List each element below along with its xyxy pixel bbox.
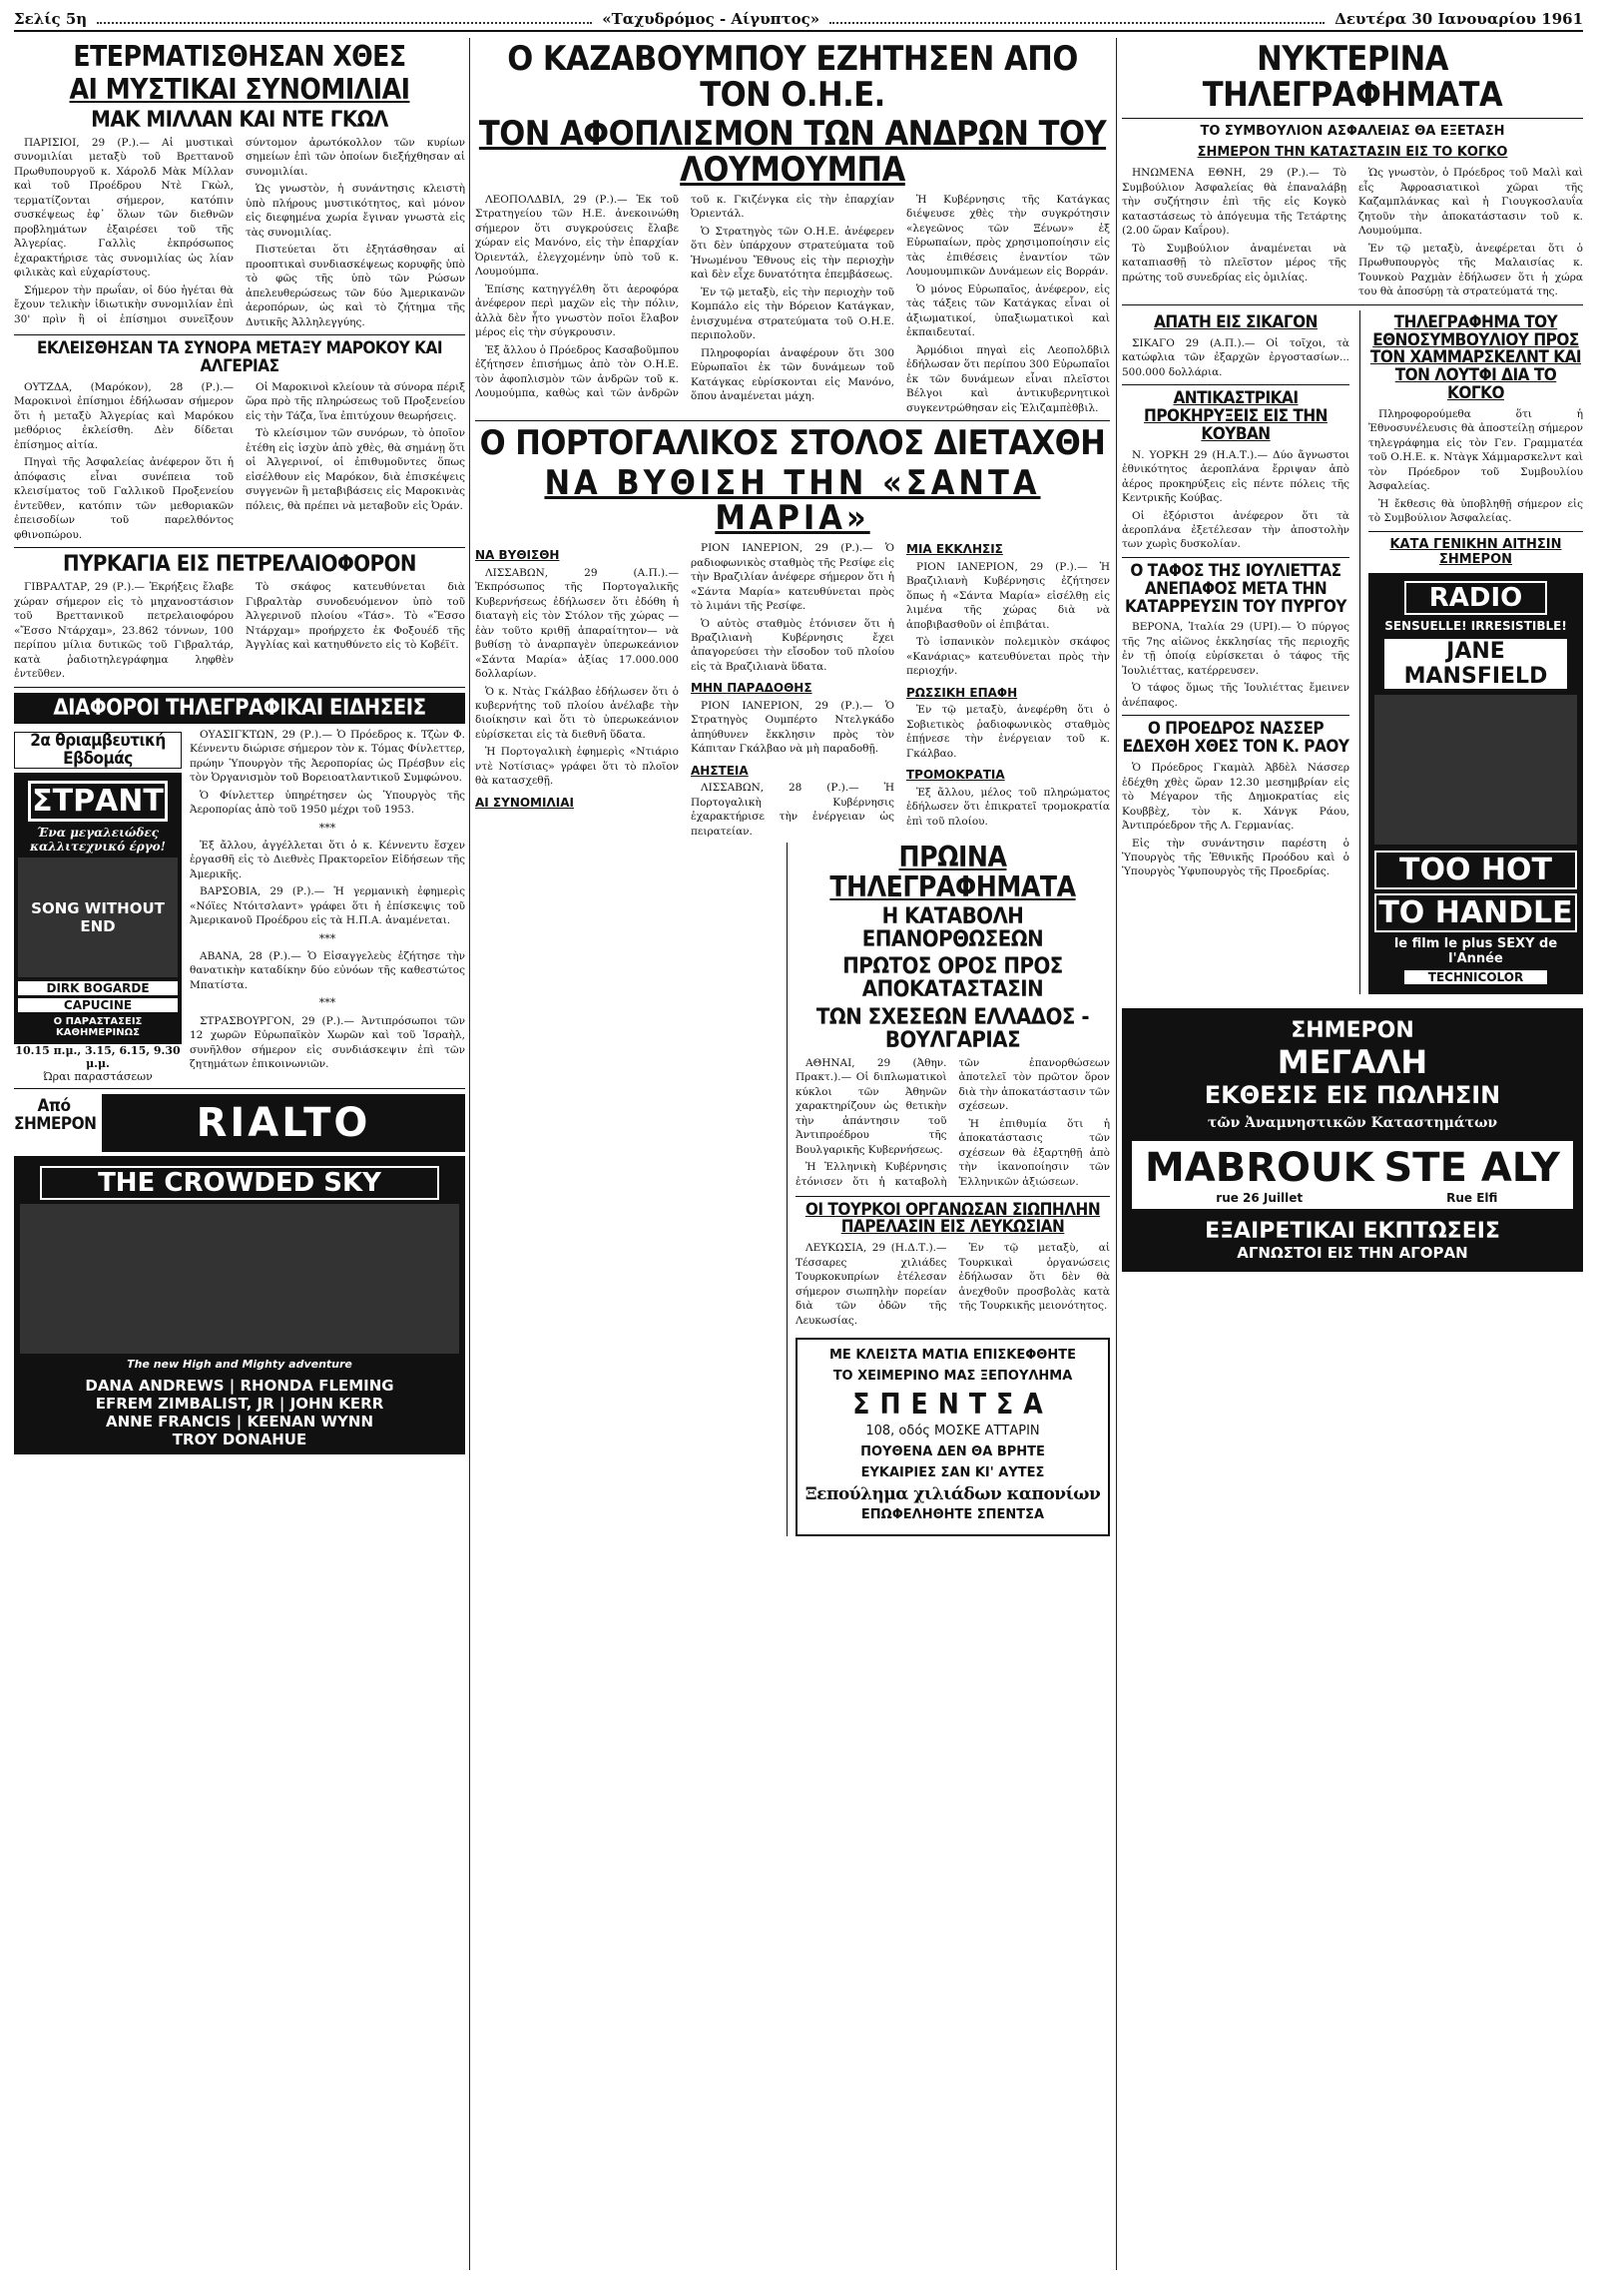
column-left: ΕΤΕΡΜΑΤΙΣΘΗΣΑΝ ΧΘΕΣ ΑΙ ΜΥΣΤΙΚΑΙ ΣΥΝΟΜΙΛΙΑΙ ΜΑΚ ΜΙΛΛΑΝ ΚΑΙ ΝΤΕ ΓΚΩΛ ΠΑΡΙΣΙΟΙ, 29 (Ρ.).— Αἱ μυστικαὶ συνομιλίαι μεταξὺ τοῦ Βρεττανοῦ Πρωθυπουργοῦ κ. Χάρολδ Μὰκ Μίλλαν καὶ τοῦ Προέδρου Ντὲ Γκὼλ, τερματίζονται σήμερον, κατόπιν συσκέψεως ἐφ᾿ ὅλων τῶν διεθνῶν προβλημάτων ἐξαιρέσει τοῦ τῆς Ἀλγερίας. Γαλλὶς ἐκπρόσωπος ἐχαρακτήρισε τὰς συνομιλίας ὡς λίαν φιλικὰς καὶ εὐχαρίστους. Σήμερον τὴν πρωΐαν, οἱ δύο ἡγέται θὰ ἔχουν τελικὴν ἰδιωτικὴν συνομιλίαν ἐπὶ 30' πρὶν ἢ οἱ ἐπίσημοι συνεῖξουν σύντομον ἀρωτόκολλον τῶν κυρίων σημείων ἐπὶ τῶν ὁποίων διεξήχθησαν αἱ συνομιλίαι. Ὡς γνωστὸν, ἡ συνάντησις κλειστὴ ὑπὸ πλήρους μυστικότητος, καὶ μόνον εἰς διεφημένα χωρία ἔγιναν γνωστὰ εἰς τὰς συνομιλίας. Πιστεύεται ὅτι ἐξητάσθησαν αἱ προοπτικαὶ συνδιασκέψεως κορυφῆς ὑπὸ τὸ φῶς τῆς ὑπὸ τῶν Ρώσων ἀπελευθερώσεως τῶν δύο Ἀμερικανῶν ἀεροπόρων, ὡς καὶ τὸ ζήτημα τῆς Δυτικῆς Ἀλληλεγγύης. ΕΚΛΕΙΣΘΗΣΑΝ ΤΑ ΣΥΝΟΡΑ ΜΕΤΑΞΥ ΜΑΡΟΚΟΥ ΚΑΙ ΑΛΓΕΡΙΑΣ ΟΥΤΖΔΑ, (Μαρόκον), 28 (Ρ.).— Μαροκινοὶ ἐπίσημοι ἐδήλωσαν σήμερον ὅτι ἡ μεταξὺ Ἀλγερίας καὶ Μαρόκου μεθόριος ἐκλείσθη. Δὲν δίδεται ἐπίσημος αἰτία. Πηγαὶ τῆς Ἀσφαλείας ἀνέφερον ὅτι ἡ ἀπόφασις εἶναι συνέπεια τοῦ κλεισίματος τοῦ Γαλλικοῦ Προξενείου ἐντεῦθεν, κατόπιν τῶν μεθοριακῶν ἐπεισοδίων τοῦ παρελθόντος φθινοπώρου. Οἱ Μαροκινοὶ κλείουν τὰ σύνορα πέριξ ὥρα πρὸ τῆς πληρώσεως τοῦ Προξενείου εἰς τὴν Τάζα, ἵνα ἐπιτύχουν θεωρήσεις. Τὸ κλείσιμον τῶν συνόρων, τὸ ὁποῖον ἐτέθη εἰς ἰσχὺν ἀπὸ χθὲς, θὰ σημάνῃ ὅτι οἱ Ἀλγερινοί, οἱ ἐπιθυμοῦντες ὅπως εἰσέλθουν εἰς Μαρόκον, διὰ ἐπισκέψεις συγγενῶν ἢ μεταβιβάσεις εἰς Μαροκινὰς πόλεις, θὰ πρέπει νὰ μεταβοῦν εἰς Ὀράν. ΠΥΡΚΑΓΙΑ ΕΙΣ ΠΕΤΡΕΛΑΙΟΦΟΡΟΝ ΓΙΒΡΑΛΤΑΡ, 29 (Ρ.).— Ἐκρήξεις ἔλαβε χώραν σήμερον εἰς τὸ μηχανοστάσιον τοῦ Βρεττανικοῦ πετρελαιοφόρου «Ἔσσο Ντάρχαμ», 23.862 τόννων, 100 περίπου μίλια δυτικῶς τοῦ Γιβραλτάρ, κατὰ ῥαδιοτηλεγράφημα ληφθὲν ἐντεῦθεν. Τὸ σκάφος κατευθύνεται διὰ Γιβραλτὰρ συνοδευόμενον ὑπὸ τοῦ Ἀλγερινοῦ πλοίου «Τάσ». Τὸ «Ἔσσο Ντάρχαμ» προήρχετο ἐκ Φοξουέδ τῆς Ἀγγλίας καὶ κατηυθύνετο εἰς τὸ Κοβέϊτ. ΔΙΑΦΟΡΟΙ ΤΗΛΕΓΡΑΦΙΚΑΙ ΕΙΔΗΣΕΙΣ 2α θριαμβευτική Εβδομάς ΣΤΡΑΝΤ Ένα μεγαλειώδες καλλιτεχνικό έργο! SONG WITHOUT END DIRK BOGARDE CAPUCINE Ο ΠΑΡΑΣΤΑΣΕΙΣ ΚΑΘΗΜΕΡΙΝΩΣ 10.15 π.μ., 3.15, 6.15, 9.30 μ.μ. Ώραι παραστάσεων ΟΥΑΣΙΓΚΤΩΝ, 29 (Ρ.).— Ὁ Πρόεδρος κ. Τζὼν Φ. Κέννεντυ διώρισε σήμερον τὸν κ. Τόμας Φίνλεττερ, πρώην Ὑπουργὸν τῆς Ἀεροπορίας ὡς Πρέσβυν εἰς τὸν Ὀργανισμὸν τοῦ Βορειοατλαντικοῦ Συμφώνου. Ὁ Φίνλεττερ ὑπηρέτησεν ὡς Ὑπουργὸς τῆς Ἀεροπορίας ἀπὸ τοῦ 1950 μέχρι τοῦ 1953. *** Ἐξ ἄλλου, ἀγγέλλεται ὅτι ὁ κ. Κέννεντυ ἔσχεν ἐργασθῆ εἰς τὸ Διεθνὲς Πρακτορεῖον Εἰδήσεων τῆς Ἀμερικῆς. ΒΑΡΣΟΒΙΑ, 29 (Ρ.).— Ἡ γερμανικὴ ἐφημερὶς «Νόϊες Ντόιτσλαντ» γράφει ὅτι ἡ ἐπίσκεψις τοῦ Ἀμερικανοῦ Προέδρου εἰς τὰ Η.Π.Α. ἀναμένεται. *** ΑΒΑΝΑ, 28 (Ρ.).— Ὁ Εἰσαγγελεὺς ἐζήτησε τὴν θανατικὴν καταδίκην δύο εὐνόων τῆς καθεστώτος Μπατίστα. *** ΣΤΡΑΣΒΟΥΡΓΟΝ, 29 (Ρ.).— Ἀντιπρόσωποι τῶν 12 χωρῶν Εὐρωπαϊκὸν Χωρῶν καὶ τοῦ Ἰσραὴλ, συνῆλθον σήμερον εἰς συνδιάσκεψιν ἐπὶ τῶν ζητημάτων ἐπικοινωνιῶν. Από ΣΗΜΕΡΟΝ RIALTO THE CROWDED SKY The new High and Mighty adventure DANA ANDREWS | RHONDA FLEMING EFREM ZIMBALIST, JR | JOHN KERR ANNE FRANCIS | KEENAN WYNN TROY DONAHUE	[14, 38, 465, 1454]
page-number: Σελίς 5η	[14, 10, 88, 28]
column-right: ΝΥΚΤΕΡΙΝΑ ΤΗΛΕΓΡΑΦΗΜΑΤΑ ΤΟ ΣΥΜΒΟΥΛΙΟΝ ΑΣΦΑΛΕΙΑΣ ΘΑ ΕΞΕΤΑΣΗ ΣΗΜΕΡΟΝ ΤΗΝ ΚΑΤΑΣΤΑΣΙΝ ΕΙΣ ΤΟ ΚΟΓΚΟ ΗΝΩΜΕΝΑ ΕΘΝΗ, 29 (Ρ.).— Τὸ Συμβούλιον Ἀσφαλείας θὰ ἐπαναλάβῃ τὴν συζήτησιν ἐπὶ τῆς εἰς Κογκὸ καταστάσεως τὸ ἀπόγευμα τῆς Τετάρτης (2.00 ὥραν Καΐρου). Τὸ Συμβούλιον ἀναμένεται νὰ καταπιασθῇ τὸ πλεῖστον μέρος τῆς πρώτης τοῦ συνεδρίας εἰς ὁμιλίας. Ὡς γνωστὸν, ὁ Πρόεδρος τοῦ Μαλὶ καὶ εἷς Ἀφροασιατικοὶ χῶραι τῆς Καζαμπλάνκας καὶ ἡ Γιουγκοσλαυΐα ζητοῦν τὴν ἀποκατάστασιν τοῦ κ. Λουμούμπα. Ἐν τῷ μεταξὺ, ἀνεφέρεται ὅτι ὁ Πρωθυπουργὸς τῆς Μαλαισίας κ. Τουνκοὺ Ραχμὰν ἐδήλωσεν ὅτι ἡ χώρα του θὰ ἀποσύρῃ τὰ στρατεύματά της. ΑΠΑΤΗ ΕΙΣ ΣΙΚΑΓΟΝ ΣΙΚΑΓΟ 29 (Α.Π.).— Οἱ τοῖχοι, τὰ κατώφλια τῶν ἐξαρχῶν ἐργοστασίων... 500.000 δολλάρια. ΑΝΤΙΚΑΣΤΡΙΚΑΙ ΠΡΟΚΗΡΥΞΕΙΣ ΕΙΣ ΤΗΝ ΚΟΥΒΑΝ Ν. ΥΟΡΚΗ 29 (Η.Α.Τ.).— Δύο ἄγνωστοι ἐθνικότητος ἀεροπλάνα ἔρριψαν ἀπὸ ἀέρος προκηρύξεις εἰς πέντε πόλεις τῆς Κεντρικῆς Κούβας. Οἱ ἐξόριστοι ἀνέφερον ὅτι τὰ ἀεροπλάνα ἐξετέλεσαν τὴν ἀποστολὴν των χωρὶς δυσκολίαν. Ο ΤΑΦΟΣ ΤΗΣ ΙΟΥΛΙΕΤΤΑΣ ΑΝΕΠΑΦΟΣ ΜΕΤΑ ΤΗΝ ΚΑΤΑΡΡΕΥΣΙΝ ΤΟΥ ΠΥΡΓΟΥ ΒΕΡΟΝΑ, Ἰταλία 29 (UPI).— Ὁ πύργος τῆς 7ης αἰῶνος ἐκκλησίας τῆς περιοχῆς ἐν τῇ ὁποίᾳ εὑρίσκεται ὁ τάφος τῆς Ἰουλιέττας, κατέρρευσεν. Ὁ τάφος ὅμως τῆς Ἰουλιέττας ἔμεινεν ἀνέπαφος. Ο ΠΡΟΕΔΡΟΣ ΝΑΣΣΕΡ ΕΔΕΧΘΗ ΧΘΕΣ ΤΟΝ Κ. ΡΑΟΥ Ὁ Πρόεδρος Γκαμὰλ Ἀβδὲλ Νάσσερ ἐδέχθη χθὲς ὥραν 12.30 μεσημβρίαν εἰς τὸ Μέγαρον τῆς Δημοκρατίας εἰς Κουββὲχ, τὸν κ. Χάνγκ Ράου, Ἀντιπρόεδρον τῆς Λ. Γερμανίας. Εἰς τὴν συνάντησιν παρέστη ὁ Ὑπουργὸς τῆς Ἐθνικῆς Προόδου καὶ ὁ Ὑπουργὸς Ὑφυπουργὸς τῆς Προεδρίας. ΤΗΛΕΓΡΑΦΗΜΑ ΤΟΥ ΕΘΝΟΣΥΜΒΟΥΛΙΟΥ ΠΡΟΣ ΤΟΝ ΧΑΜΜΑΡΣΚΕΛΝΤ ΚΑΙ ΤΟΝ ΛΟΥΤΦΙ ΔΙΑ ΤΟ ΚΟΓΚΟ Πληροφορούμεθα ὅτι ἡ Ἐθνοσυνέλευσις θὰ ἀποστείλῃ σήμερον τηλεγράφημα εἰς τὸν Γεν. Γραμματέα τοῦ Ο.Η.Ε. κ. Ντὰγκ Χάμμαρσκελντ καὶ τὸν Πρόεδρον τοῦ Συμβουλίου Ἀσφαλείας. Ἡ ἔκθεσις θὰ ὑποβληθῇ σήμερον εἰς τὸ Συμβούλιον Ἀσφαλείας. ΚΑΤΑ ΓΕΝΙΚΗΝ ΑΙΤΗΣΙΝ ΣΗΜΕΡΟΝ RADIO SENSUELLE! IRRESISTIBLE! JANE MANSFIELD TOO HOT TO HANDLE le film le plus SEXY de l'Année TECHNICOLOR ΣΗΜΕΡΟΝ ΜΕΓΑΛΗ ΕΚΘΕΣΙΣ ΕΙΣ ΠΩΛΗΣΙΝ τῶν Ἀναμνηστικῶν Καταστημάτων MABROUK rue 26 Juillet STE ALY Rue Elfi ΕΞΑΙΡΕΤΙΚΑΙ ΕΚΠΤΩΣΕΙΣ ΑΓΝΩΣΤΟΙ ΕΙΣ ΤΗΝ ΑΓΟΡΑΝ	[1122, 38, 1583, 1272]
article-various: ΟΥΑΣΙΓΚΤΩΝ, 29 (Ρ.).— Ὁ Πρόεδρος κ. Τζὼν Φ. Κέννεντυ διώρισε σήμερον τὸν κ. Τόμας Φίνλεττερ, πρώην Ὑπουργὸν τῆς Ἀεροπορίας ὡς Πρέσβυν εἰς τὸν Ὀργανισμὸν τοῦ Βορειοατλαντικοῦ Συμφώνου. Ὁ Φίνλεττερ ὑπηρέτησεν ὡς Ὑπουργὸς τῆς Ἀεροπορίας ἀπὸ τοῦ 1950 μέχρι τοῦ 1953. *** Ἐξ ἄλλου, ἀγγέλλεται ὅτι ὁ κ. Κέννεντυ ἔσχεν ἐργασθῆ εἰς τὸ Διεθνὲς Πρακτορεῖον Εἰδήσεων τῆς Ἀμερικῆς. ΒΑΡΣΟΒΙΑ, 29 (Ρ.).— Ἡ γερμανικὴ ἐφημερὶς «Νόϊες Ντόιτσλαντ» γράφει ὅτι ἡ ἐπίσκεψις τοῦ Ἀμερικανοῦ Προέδρου εἰς τὰ Η.Π.Α. ἀναμένεται. *** ΑΒΑΝΑ, 28 (Ρ.).— Ὁ Εἰσαγγελεὺς ἐζήτησε τὴν θανατικὴν καταδίκην δύο εὐνόων τῆς καθεστώτος Μπατίστα. *** ΣΤΡΑΣΒΟΥΡΓΟΝ, 29 (Ρ.).— Ἀντιπρόσωποι τῶν 12 χωρῶν Εὐρωπαϊκὸν Χωρῶν καὶ τοῦ Ἰσραὴλ, συνῆλθον σήμερον εἰς συνδιάσκεψιν ἐπὶ τῶν ζητημάτων ἐπικοινωνιῶν.	[190, 728, 465, 1070]
headline-talks-2: ΑΙ ΜΥΣΤΙΚΑΙ ΣΥΝΟΜΙΛΙΑΙ	[69, 73, 410, 107]
headline-kasavubu-1: Ο ΚΑΖΑΒΟΥΜΠΟΥ ΕΖΗΤΗΣΕΝ ΑΠΟ ΤΟΝ Ο.Η.Ε.	[507, 39, 1078, 115]
headline-tanker-fire: ΠΥΡΚΑΓΙΑ ΕΙΣ ΠΕΤΡΕΛΑΙΟΦΟΡΟΝ	[63, 552, 416, 578]
headline-cuba: ΑΝΤΙΚΑΣΤΡΙΚΑΙ ΠΡΟΚΗΡΥΞΕΙΣ ΕΙΣ ΤΗΝ ΚΟΥΒΑΝ	[1144, 388, 1328, 444]
radio-cinema-name: RADIO	[1404, 581, 1547, 615]
headline-talks-3: ΜΑΚ ΜΙΛΛΑΝ ΚΑΙ ΝΤΕ ΓΚΩΛ	[91, 107, 388, 133]
article-tanker-fire: ΓΙΒΡΑΛΤΑΡ, 29 (Ρ.).— Ἐκρήξεις ἔλαβε χώραν σήμερον εἰς τὸ μηχανοστάσιον τοῦ Βρεττανικοῦ πετρελαιοφόρου «Ἔσσο Ντάρχαμ», 23.862 τόννων, 100 περίπου μίλια δυτικῶς τοῦ Γιβραλτάρ, κατὰ ῥαδιοτηλεγράφημα ληφθὲν ἐντεῦθεν. Τὸ σκάφος κατευθύνεται διὰ Γιβραλτὰρ συνοδευόμενον ὑπὸ τοῦ Ἀλγερινοῦ πλοίου «Τάσ». Τὸ «Ἔσσο Ντάρχαμ» προήρχετο ἐκ Φοξουέδ τῆς Ἀγγλίας καὶ κατηυθύνετο εἰς τὸ Κοβέϊτ.	[14, 581, 465, 681]
spentza-name: ΣΠΕΝΤΣΑ	[852, 1388, 1053, 1422]
stand-cinema-ad: ΣΤΡΑΝΤ Ένα μεγαλειώδες καλλιτεχνικό έργο! SONG WITHOUT END DIRK BOGARDE CAPUCINE Ο ΠΑΡΑΣΤΑΣΕΙΣ ΚΑΘΗΜΕΡΙΝΩΣ	[14, 773, 182, 1044]
headline-telegram: ΤΗΛΕΓΡΑΦΗΜΑ ΤΟΥ ΕΘΝΟΣΥΜΒΟΥΛΙΟΥ ΠΡΟΣ ΤΟΝ ΧΑΜΜΑΡΣΚΕΛΝΤ ΚΑΙ ΤΟΝ ΛΟΥΤΦΙ ΔΙΑ ΤΟ ΚΟΓΚΟ	[1369, 311, 1582, 404]
headline-borders: ΕΚΛΕΙΣΘΗΣΑΝ ΤΑ ΣΥΝΟΡΑ ΜΕΤΑΞΥ ΜΑΡΟΚΟΥ ΚΑΙ ΑΛΓΕΡΙΑΣ	[36, 338, 443, 377]
article-santa-maria: ΝΑ ΒΥΘΙΣΘΗ ΛΙΣΣΑΒΩΝ, 29 (Α.Π.).— Ἐκπρόσωπος τῆς Πορτογαλικῆς Κυβερνήσεως ἐδήλωσεν ὅτι ἐδόθη ἡ διαταγὴ εἰς τὸν Στόλον τῆς χώρας —ἐὰν τοῦτο κριθῇ ἀπαραίτητον— νὰ βυθίσῃ τὸ ἀναρπαγὲν ὑπερωκεάνιον «Σάντα Μαρία» ἀξίας 17.000.000 δολλαρίων. Ὁ κ. Ντὰς Γκάλβαο ἐδήλωσεν ὅτι ὁ κυβερνήτης τοῦ πλοίου ἀνέλαβε τὴν διοίκησιν καὶ ὅτι τὸ ὑπερωκεάνιον εὑρίσκεται εἰς τὰ διεθνῆ ὕδατα. Ἡ Πορτογαλικὴ ἐφημερὶς «Ντιάριο ντὲ Νοτίσιας» γράφει ὅτι τὸ πλοῖον θὰ κατασχεθῇ. ΑΙ ΣΥΝΟΜΙΛΙΑΙ ΡΙΟΝ ΙΑΝΕΡΙΟΝ, 29 (Ρ.).— Ὁ ραδιοφωνικὸς σταθμὸς τῆς Ρεσίφε εἰς τὴν Βραζιλίαν ἀνέφερε σήμερον ὅτι ἡ «Σάντα Μαρία» κατευθύνεται πρὸς τὸ λιμάνι τῆς Ρεσίφε. Ὁ αὐτὸς σταθμὸς ἐτόνισεν ὅτι ἡ Βραζιλιανὴ Κυβέρνησις ἔχει ἀπαγορεύσει τὴν εἴσοδον τοῦ πλοίου εἰς τὰ Βραζιλιανὰ ὕδατα. ΜΗΝ ΠΑΡΑΔΟΘΗΣ ΡΙΟΝ ΙΑΝΕΡΙΟΝ, 29 (Ρ.).— Ὁ Στρατηγὸς Ουμπέρτο Ντελγκάδο ἀπηύθυνεν ἔκκλησιν πρὸς τὸν Κάπιταν Γκάλβαο νὰ μὴ παραδοθῇ. ΑΗΣΤΕΙΑ ΛΙΣΣΑΒΩΝ, 28 (Ρ.).— Ἡ Πορτογαλικὴ Κυβέρνησις ἐχαρακτήρισε τὴν ἐνέργειαν ὡς πειρατείαν. ΜΙΑ ΕΚΚΛΗΣΙΣ ΡΙΟΝ ΙΑΝΕΡΙΟΝ, 29 (Ρ.).— Ἡ Βραζιλιανὴ Κυβέρνησις ἐζήτησεν ὅπως ἡ «Σάντα Μαρία» εἰσέλθῃ εἰς λιμένα τῆς χώρας διὰ νὰ ἀποβιβασθοῦν οἱ ἐπιβάται. Τὸ ἰσπανικὸν πολεμικὸν σκάφος «Κανάριας» κατευθύνεται πρὸς τὴν περιοχήν. ΡΩΣΣΙΚΗ ΕΠΑΦΗ Ἐν τῷ μεταξὺ, ἀνεφέρθη ὅτι ὁ Σοβιετικὸς ῥαδιοφωνικὸς σταθμὸς ἐπῄνεσε τὴν ἐνέργειαν τοῦ κ. Γκάλβαο. ΤΡΟΜΟΚΡΑΤΙΑ Ἐξ ἄλλου, μέλος τοῦ πληρώματος ἐδήλωσεν ὅτι ἐπικρατεῖ τρομοκρατία ἐπὶ τοῦ πλοίου.	[475, 542, 1110, 838]
film-still	[20, 1204, 459, 1354]
rialto-cinema-ad	[102, 1094, 465, 1152]
article-security-council: ΗΝΩΜΕΝΑ ΕΘΝΗ, 29 (Ρ.).— Τὸ Συμβούλιον Ἀσφαλείας θὰ ἐπαναλάβῃ τὴν συζήτησιν ἐπὶ τῆς εἰς Κογκὸ καταστάσεως τὸ ἀπόγευμα τῆς Τετάρτης (2.00 ὥραν Καΐρου). Τὸ Συμβούλιον ἀναμένεται νὰ καταπιασθῇ τὸ πλεῖστον μέρος τῆς πρώτης τοῦ συνεδρίας εἰς ὁμιλίας. Ὡς γνωστὸν, ὁ Πρόεδρος τοῦ Μαλὶ καὶ εἷς Ἀφροασιατικοὶ χῶραι τῆς Καζαμπλάνκας καὶ ἡ Γιουγκοσλαυΐα ζητοῦν τὴν ἀποκατάστασιν τοῦ κ. Λουμούμπα. Ἐν τῷ μεταξὺ, ἀνεφέρεται ὅτι ὁ Πρωθυπουργὸς τῆς Μαλαισίας κ. Τουνκοὺ Ραχμὰν ἐδήλωσεν ὅτι ἡ χώρα του θὰ ἀποσύρῃ τὰ στρατεύματά της.	[1122, 167, 1583, 298]
film-still-mansfield	[1374, 695, 1577, 845]
headline-chicago: ΑΠΑΤΗ ΕΙΣ ΣΙΚΑΓΟΝ	[1154, 311, 1318, 332]
spentza-ad: ΜΕ ΚΛΕΙΣΤΑ ΜΑΤΙΑ ΕΠΙΣΚΕΦΘΗΤΕ ΤΟ ΧΕΙΜΕΡΙΝΟ ΜΑΣ ΞΕΠΟΥΛΗΜΑ ΣΠΕΝΤΣΑ 108, οδός ΜΟΣΚΕ ΑΤΤΑΡΙΝ ΠΟΥΘΕΝΑ ΔΕΝ ΘΑ ΒΡΗΤΕ ΕΥΚΑΙΡΙΕΣ ΣΑΝ ΚΙ' ΑΥΤΕΣ Ξεπούλημα χιλιάδων καπονίων ΕΠΩΦΕΛΗΘΗΤΕ ΣΠΕΝΤΣΑ	[796, 1338, 1110, 1536]
article-reparations: ΑΘΗΝΑΙ, 29 (Ἀθην. Πρακτ.).— Οἱ διπλωματικοὶ κύκλοι τῶν Ἀθηνῶν χαρακτηρίζουν ὡς θετικὴν τὴν ἀπάντησιν τοῦ Ἀντιπροέδρου τῆς Βουλγαρικῆς Κυβερνήσεως. Ἡ Ἑλληνικὴ Κυβέρνησις ἐτόνισεν ὅτι ἡ καταβολὴ τῶν ἐπανορθώσεων ἀποτελεῖ τὸν πρῶτον ὅρον διὰ τὴν ἀποκατάστασιν τῶν σχέσεων. Ἡ ἐπιθυμία ὅτι ἡ ἀποκατάστασις τῶν σχέσεων θὰ ἐξαρτηθῇ ἀπὸ τὴν ἱκανοποίησιν τῶν Ἑλληνικῶν ἀξιώσεων.	[796, 1056, 1110, 1188]
crowded-sky-ad: THE CROWDED SKY The new High and Mighty adventure DANA ANDREWS | RHONDA FLEMING EFREM ZIMBALIST, JR | JOHN KERR ANNE FRANCIS | KEENAN WYNN TROY DONAHUE	[14, 1156, 465, 1454]
radio-cinema-ad: RADIO SENSUELLE! IRRESISTIBLE! JANE MANSFIELD TOO HOT TO HANDLE le film le plus SEXY de l'Année TECHNICOLOR	[1368, 573, 1583, 994]
issue-date: Δευτέρα 30 Ιανουαρίου 1961	[1334, 10, 1584, 28]
headline-juliet: Ο ΤΑΦΟΣ ΤΗΣ ΙΟΥΛΙΕΤΤΑΣ ΑΝΕΠΑΦΟΣ ΜΕΤΑ ΤΗΝ ΚΑΤΑΡΡΕΥΣΙΝ ΤΟΥ ΠΥΡΓΟΥ	[1125, 560, 1346, 617]
headline-various: ΔΙΑΦΟΡΟΙ ΤΗΛΕΓΡΑΦΙΚΑΙ ΕΙΔΗΣΕΙΣ	[14, 693, 465, 724]
film-poster: SONG WITHOUT END	[18, 858, 178, 977]
headline-kasavubu-2: ΤΟΝ ΑΦΟΠΛΙΣΜΟΝ ΤΩΝ ΑΝΔΡΩΝ ΤΟΥ ΛΟΥΜΟΥΜΠΑ	[478, 114, 1107, 191]
headline-nasser: Ο ΠΡΟΕΔΡΟΣ ΝΑΣΣΕΡ ΕΔΕΧΘΗ ΧΘΕΣ ΤΟΝ Κ. ΡΑΟΥ	[1122, 719, 1349, 758]
headline-santa-maria-2: ΝΑ ΒΥΘΙΣΗ ΤΗΝ «ΣΑΝΤΑ ΜΑΡΙΑ»	[544, 462, 1041, 539]
column-center: Ο ΚΑΖΑΒΟΥΜΠΟΥ ΕΖΗΤΗΣΕΝ ΑΠΟ ΤΟΝ Ο.Η.Ε. ΤΟΝ ΑΦΟΠΛΙΣΜΟΝ ΤΩΝ ΑΝΔΡΩΝ ΤΟΥ ΛΟΥΜΟΥΜΠΑ ΛΕΟΠΟΛΔΒΙΛ, 29 (Ρ.).— Ἐκ τοῦ Στρατηγείου τῶν Η.Ε. ἀνεκοινώθη σήμερον ὅτι συγκρούσεις ἔλαβε χώραν εἰς Μανόνο, εἰς τὴν ἐπαρχίαν Ὀριεντάλ, ἐλεγχομένην ὑπὸ τοῦ κ. Λουμούμπα. Ἐπίσης κατηγγέλθη ὅτι ἀεροφόρα ἀνέφερον περὶ μαχῶν εἰς τὴν πόλιν, ἀλλὰ δὲν ἦτο γνωστὸν ποῖοι ἔλαβον μέρος εἰς τὴν σύγκρουσιν. Ἐξ ἄλλου ὁ Πρόεδρος Κασαβοῦμπου ἐζήτησεν ἐπισήμως ἀπὸ τὸν Ο.Η.Ε. τὸν ἀφοπλισμὸν τῶν ἀνδρῶν τοῦ κ. Λουμούμπα, καθὼς καὶ τῶν ἀνδρῶν τοῦ κ. Γκιζένγκα εἰς τὴν ἐπαρχίαν Ὀριεντάλ. Ὁ Στρατηγὸς τῶν Ο.Η.Ε. ἀνέφερεν ὅτι δὲν ὑπάρχουν στρατεύματα τοῦ Ἡνωμένου Ἔθνους εἰς τὴν περιοχὴν καὶ δὲν εἶχε δυνατότητα ἐπεμβάσεως. Ἐν τῷ μεταξὺ, εἰς τὴν περιοχὴν τοῦ Κομπάλο εἰς τὴν Βόρειον Κατάγκαν, ἐνισχυμένα στρατεύματα τοῦ Ο.Η.Ε. περιπολοῦν. Πληροφορίαι ἀναφέρουν ὅτι 300 Εὐρωπαῖοι ἐκ τῶν δυνάμεων τοῦ Κατάγκας εὑρίσκονται εἰς Μανόνο, ὅπου ἀναμένεται μάχη. Ἡ Κυβέρνησις τῆς Κατάγκας διέψευσε χθὲς τὴν συγκρότησιν «λεγεῶνος τῶν Ξένων» ἐξ Εὐρωπαίων, πρὸς χρησιμοποίησιν εἰς τὰς ἐπιθέσεις ἐναντίον τῶν Λουμουμπικῶν Δυνάμεων εἰς Βορράν. Ὁ μόνος Εὐρωπαῖος, ἀνέφερον, εἰς τὰς τάξεις τῶν Κατάγκας εἶναι οἱ ἀξιωματικοί, ὑπαξιωματικοὶ καὶ ἐκπαιδευταί. Ἀρμόδιοι πηγαὶ εἰς Λεοπολδβιλ ἐδήλωσαν ὅτι περίπου 300 Εὐρωπαῖοι ἐκ τῶν δυνάμεων εἶναι πλεῖστοι Βέλγοι καὶ ἀντικυβερνητικοὶ συγκεντρώθησαν εἰς Ἐλιζαμπὲθβιλ. Ο ΠΟΡΤΟΓΑΛΙΚΟΣ ΣΤΟΛΟΣ ΔΙΕΤΑΧΘΗ ΝΑ ΒΥΘΙΣΗ ΤΗΝ «ΣΑΝΤΑ ΜΑΡΙΑ» ΝΑ ΒΥΘΙΣΘΗ ΛΙΣΣΑΒΩΝ, 29 (Α.Π.).— Ἐκπρόσωπος τῆς Πορτογαλικῆς Κυβερνήσεως ἐδήλωσεν ὅτι ἐδόθη ἡ διαταγὴ εἰς τὸν Στόλον τῆς χώρας —ἐὰν τοῦτο κριθῇ ἀπαραίτητον— νὰ βυθίσῃ τὸ ἀναρπαγὲν ὑπερωκεάνιον «Σάντα Μαρία» ἀξίας 17.000.000 δολλαρίων. Ὁ κ. Ντὰς Γκάλβαο ἐδήλωσεν ὅτι ὁ κυβερνήτης τοῦ πλοίου ἀνέλαβε τὴν διοίκησιν καὶ ὅτι τὸ ὑπερωκεάνιον εὑρίσκεται εἰς τὰ διεθνῆ ὕδατα. Ἡ Πορτογαλικὴ ἐφημερὶς «Ντιάριο ντὲ Νοτίσιας» γράφει ὅτι τὸ πλοῖον θὰ κατασχεθῇ. ΑΙ ΣΥΝΟΜΙΛΙΑΙ ΡΙΟΝ ΙΑΝΕΡΙΟΝ, 29 (Ρ.).— Ὁ ραδιοφωνικὸς σταθμὸς τῆς Ρεσίφε εἰς τὴν Βραζιλίαν ἀνέφερε σήμερον ὅτι ἡ «Σάντα Μαρία» κατευθύνεται πρὸς τὸ λιμάνι τῆς Ρεσίφε. Ὁ αὐτὸς σταθμὸς ἐτόνισεν ὅτι ἡ Βραζιλιανὴ Κυβέρνησις ἔχει ἀπαγορεύσει τὴν εἴσοδον τοῦ πλοίου εἰς τὰ Βραζιλιανὰ ὕδατα. ΜΗΝ ΠΑΡΑΔΟΘΗΣ ΡΙΟΝ ΙΑΝΕΡΙΟΝ, 29 (Ρ.).— Ὁ Στρατηγὸς Ουμπέρτο Ντελγκάδο ἀπηύθυνεν ἔκκλησιν πρὸς τὸν Κάπιταν Γκάλβαο νὰ μὴ παραδοθῇ. ΑΗΣΤΕΙΑ ΛΙΣΣΑΒΩΝ, 28 (Ρ.).— Ἡ Πορτογαλικὴ Κυβέρνησις ἐχαρακτήρισε τὴν ἐνέργειαν ὡς πειρατείαν. ΜΙΑ ΕΚΚΛΗΣΙΣ ΡΙΟΝ ΙΑΝΕΡΙΟΝ, 29 (Ρ.).— Ἡ Βραζιλιανὴ Κυβέρνησις ἐζήτησεν ὅπως ἡ «Σάντα Μαρία» εἰσέλθῃ εἰς λιμένα τῆς χώρας διὰ νὰ ἀποβιβασθοῦν οἱ ἐπιβάται. Τὸ ἰσπανικὸν πολεμικὸν σκάφος «Κανάριας» κατευθύνεται πρὸς τὴν περιοχήν. ΡΩΣΣΙΚΗ ΕΠΑΦΗ Ἐν τῷ μεταξὺ, ἀνεφέρθη ὅτι ὁ Σοβιετικὸς ῥαδιοφωνικὸς σταθμὸς ἐπῄνεσε τὴν ἐνέργειαν τοῦ κ. Γκάλβαο. ΤΡΟΜΟΚΡΑΤΙΑ Ἐξ ἄλλου, μέλος τοῦ πληρώματος ἐδήλωσεν ὅτι ἐπικρατεῖ τρομοκρατία ἐπὶ τοῦ πλοίου. ΠΡΩΙΝΑ ΤΗΛΕΓΡΑΦΗΜΑΤΑ Η ΚΑΤΑΒΟΛΗ ΕΠΑΝΟΡΘΩΣΕΩΝ ΠΡΩΤΟΣ ΟΡΟΣ ΠΡΟΣ ΑΠΟΚΑΤΑΣΤΑΣΙΝ ΤΩΝ ΣΧΕΣΕΩΝ ΕΛΛΑΔΟΣ - ΒΟΥΛΓΑΡΙΑΣ ΑΘΗΝΑΙ, 29 (Ἀθην. Πρακτ.).— Οἱ διπλωματικοὶ κύκλοι τῶν Ἀθηνῶν χαρακτηρίζουν ὡς θετικὴν τὴν ἀπάντησιν τοῦ Ἀντιπροέδρου τῆς Βουλγαρικῆς Κυβερνήσεως. Ἡ Ἑλληνικὴ Κυβέρνησις ἐτόνισεν ὅτι ἡ καταβολὴ τῶν ἐπανορθώσεων ἀποτελεῖ τὸν πρῶτον ὅρον διὰ τὴν ἀποκατάστασιν τῶν σχέσεων. Ἡ ἐπιθυμία ὅτι ἡ ἀποκατάστασις τῶν σχέσεων θὰ ἐξαρτηθῇ ἀπὸ τὴν ἱκανοποίησιν τῶν Ἑλληνικῶν ἀξιώσεων. ΟΙ ΤΟΥΡΚΟΙ ΟΡΓΑΝΩΣΑΝ ΣΙΩΠΗΛΗΝ ΠΑΡΕΛΑΣΙΝ ΕΙΣ ΛΕΥΚΩΣΙΑΝ ΛΕΥΚΩΣΙΑ, 29 (Η.Δ.Τ.).— Τέσσαρες χιλιάδες Τουρκοκυπρίων ἐτέλεσαν σήμερον σιωπηλὴν πορείαν διὰ τῶν ὁδῶν τῆς Λευκωσίας. Ἐν τῷ μεταξὺ, αἱ Τουρκικαὶ ὀργανώσεις ἐδήλωσαν ὅτι δὲν θὰ ἀνεχθοῦν προσβολὰς κατὰ τῆς Τουρκικῆς μειονότητος. ΜΕ ΚΛΕΙΣΤΑ ΜΑΤΙΑ ΕΠΙΣΚΕΦΘΗΤΕ ΤΟ ΧΕΙΜΕΡΙΝΟ ΜΑΣ ΞΕΠΟΥΛΗΜΑ ΣΠΕΝΤΣΑ 108, οδός ΜΟΣΚΕ ΑΤΤΑΡΙΝ ΠΟΥΘΕΝΑ ΔΕΝ ΘΑ ΒΡΗΤΕ ΕΥΚΑΙΡΙΕΣ ΣΑΝ ΚΙ' ΑΥΤΕΣ Ξεπούλημα χιλιάδων καπονίων ΕΠΩΦΕΛΗΘΗΤΕ ΣΠΕΝΤΣΑ	[475, 38, 1110, 1542]
newspaper-page	[14, 8, 1583, 2274]
stand-ad-week: 2α θριαμβευτική Εβδομάς	[14, 732, 182, 770]
article-turks-nicosia: ΛΕΥΚΩΣΙΑ, 29 (Η.Δ.Τ.).— Τέσσαρες χιλιάδες Τουρκοκυπρίων ἐτέλεσαν σήμερον σιωπηλὴν πορείαν διὰ τῶν ὁδῶν τῆς Λευκωσίας. Ἐν τῷ μεταξὺ, αἱ Τουρκικαὶ ὀργανώσεις ἐδήλωσαν ὅτι δὲν θὰ ἀνεχθοῦν προσβολὰς κατὰ τῆς Τουρκικῆς μειονότητος.	[796, 1242, 1110, 1327]
masthead	[14, 8, 1583, 32]
mabrouk-ad: ΣΗΜΕΡΟΝ ΜΕΓΑΛΗ ΕΚΘΕΣΙΣ ΕΙΣ ΠΩΛΗΣΙΝ τῶν Ἀναμνηστικῶν Καταστημάτων MABROUK rue 26 Juillet STE ALY Rue Elfi ΕΞΑΙΡΕΤΙΚΑΙ ΕΚΠΤΩΣΕΙΣ ΑΓΝΩΣΤΟΙ ΕΙΣ ΤΗΝ ΑΓΟΡΑΝ	[1122, 1008, 1583, 1272]
headline-talks-1: ΕΤΕΡΜΑΤΙΣΘΗΣΑΝ ΧΘΕΣ	[73, 40, 406, 73]
paper-name: «Ταχυδρόμος - Αίγυπτος»	[602, 10, 820, 28]
headline-morning-wires: ΠΡΩΙΝΑ ΤΗΛΕΓΡΑΦΗΜΑΤΑ	[829, 841, 1076, 903]
rialto-from-today: Από ΣΗΜΕΡΟΝ	[14, 1096, 97, 1135]
rialto-cinema-name: RIALTO	[196, 1100, 371, 1147]
article-kasavubu: ΛΕΟΠΟΛΔΒΙΛ, 29 (Ρ.).— Ἐκ τοῦ Στρατηγείου τῶν Η.Ε. ἀνεκοινώθη σήμερον ὅτι συγκρούσεις ἔλαβε χώραν εἰς Μανόνο, εἰς τὴν ἐπαρχίαν Ὀριεντάλ, ἐλεγχομένην ὑπὸ τοῦ κ. Λουμούμπα. Ἐπίσης κατηγγέλθη ὅτι ἀεροφόρα ἀνέφερον περὶ μαχῶν εἰς τὴν πόλιν, ἀλλὰ δὲν ἦτο γνωστὸν ποῖοι ἔλαβον μέρος εἰς τὴν σύγκρουσιν. Ἐξ ἄλλου ὁ Πρόεδρος Κασαβοῦμπου ἐζήτησεν ἐπισήμως ἀπὸ τὸν Ο.Η.Ε. τὸν ἀφοπλισμὸν τῶν ἀνδρῶν τοῦ κ. Λουμούμπα, καθὼς καὶ τῶν ἀνδρῶν τοῦ κ. Γκιζένγκα εἰς τὴν ἐπαρχίαν Ὀριεντάλ. Ὁ Στρατηγὸς τῶν Ο.Η.Ε. ἀνέφερεν ὅτι δὲν ὑπάρχουν στρατεύματα τοῦ Ἡνωμένου Ἔθνους εἰς τὴν περιοχὴν καὶ δὲν εἶχε δυνατότητα ἐπεμβάσεως. Ἐν τῷ μεταξὺ, εἰς τὴν περιοχὴν τοῦ Κομπάλο εἰς τὴν Βόρειον Κατάγκαν, ἐνισχυμένα στρατεύματα τοῦ Ο.Η.Ε. περιπολοῦν. Πληροφορίαι ἀναφέρουν ὅτι 300 Εὐρωπαῖοι ἐκ τῶν δυνάμεων τοῦ Κατάγκας εὑρίσκονται εἰς Μανόνο, ὅπου ἀναμένεται μάχη. Ἡ Κυβέρνησις τῆς Κατάγκας διέψευσε χθὲς τὴν συγκρότησιν «λεγεῶνος τῶν Ξένων» ἐξ Εὐρωπαίων, πρὸς χρησιμοποίησιν εἰς τὰς ἐπιθέσεις ἐναντίον τῶν Λουμουμπικῶν Δυνάμεων εἰς Βορράν. Ὁ μόνος Εὐρωπαῖος, ἀνέφερον, εἰς τὰς τάξεις τῶν Κατάγκας εἶναι οἱ ἀξιωματικοί, ὑπαξιωματικοὶ καὶ ἐκπαιδευταί. Ἀρμόδιοι πηγαὶ εἰς Λεοπολδβιλ ἐδήλωσαν ὅτι περίπου 300 Εὐρωπαῖοι ἐκ τῶν δυνάμεων εἶναι πλεῖστοι Βέλγοι καὶ ἀντικυβερνητικοὶ συγκεντρώθησαν εἰς Ἐλιζαμπὲθβιλ.	[475, 193, 1110, 414]
headline-santa-maria-1: Ο ΠΟΡΤΟΓΑΛΙΚΟΣ ΣΤΟΛΟΣ ΔΙΕΤΑΧΘΗ	[479, 423, 1106, 464]
article-borders: ΟΥΤΖΔΑ, (Μαρόκον), 28 (Ρ.).— Μαροκινοὶ ἐπίσημοι ἐδήλωσαν σήμερον ὅτι ἡ μεταξὺ Ἀλγερίας καὶ Μαρόκου μεθόριος ἐκλείσθη. Δὲν δίδεται ἐπίσημος αἰτία. Πηγαὶ τῆς Ἀσφαλείας ἀνέφερον ὅτι ἡ ἀπόφασις εἶναι συνέπεια τοῦ κλεισίματος τοῦ Γαλλικοῦ Προξενείου ἐντεῦθεν, κατόπιν τῶν μεθοριακῶν ἐπεισοδίων τοῦ παρελθόντος φθινοπώρου. Οἱ Μαροκινοὶ κλείουν τὰ σύνορα πέριξ ὥρα πρὸ τῆς πληρώσεως τοῦ Προξενείου εἰς τὴν Τάζα, ἵνα ἐπιτύχουν θεωρήσεις. Τὸ κλείσιμον τῶν συνόρων, τὸ ὁποῖον ἐτέθη εἰς ἰσχὺν ἀπὸ χθὲς, θὰ σημάνῃ ὅτι οἱ Ἀλγερινοί, οἱ ἐπιθυμοῦντες ὅπως εἰσέλθουν εἰς Μαρόκον, διὰ ἐπισκέψεις συγγενῶν ἢ μεταβιβάσεις εἰς Μαροκινὰς πόλεις, θὰ πρέπει νὰ μεταβοῦν εἰς Ὀράν.	[14, 380, 465, 541]
headline-turks-nicosia: ΟΙ ΤΟΥΡΚΟΙ ΟΡΓΑΝΩΣΑΝ ΣΙΩΠΗΛΗΝ ΠΑΡΕΛΑΣΙΝ ΕΙΣ ΛΕΥΚΩΣΙΑΝ	[804, 1199, 1101, 1238]
ste-aly-name: STE ALY	[1383, 1144, 1561, 1191]
article-talks: ΠΑΡΙΣΙΟΙ, 29 (Ρ.).— Αἱ μυστικαὶ συνομιλίαι μεταξὺ τοῦ Βρεττανοῦ Πρωθυπουργοῦ κ. Χάρολδ Μὰκ Μίλλαν καὶ τοῦ Προέδρου Ντὲ Γκὼλ, τερματίζονται σήμερον, κατόπιν συσκέψεως ἐφ᾿ ὅλων τῶν διεθνῶν προβλημάτων ἐξαιρέσει τοῦ τῆς Ἀλγερίας. Γαλλὶς ἐκπρόσωπος ἐχαρακτήρισε τὰς συνομιλίας ὡς λίαν φιλικὰς καὶ εὐχαρίστους. Σήμερον τὴν πρωΐαν, οἱ δύο ἡγέται θὰ ἔχουν τελικὴν ἰδιωτικὴν συνομιλίαν ἐπὶ 30' πρὶν ἢ οἱ ἐπίσημοι συνεῖξουν σύντομον ἀρωτόκολλον τῶν κυρίων σημείων ἐπὶ τῶν ὁποίων διεξήχθησαν αἱ συνομιλίαι. Ὡς γνωστὸν, ἡ συνάντησις κλειστὴ ὑπὸ πλήρους μυστικότητος, καὶ μόνον εἰς διεφημένα χωρία ἔγιναν γνωστὰ εἰς τὰς συνομιλίας. Πιστεύεται ὅτι ἐξητάσθησαν αἱ προοπτικαὶ συνδιασκέψεως κορυφῆς ὑπὸ τὸ φῶς τῆς ὑπὸ τῶν Ρώσων ἀπελευθερώσεως τῶν δύο Ἀμερικανῶν ἀεροπόρων, ὡς καὶ τὸ ζήτημα τῆς Δυτικῆς Ἀλληλεγγύης.	[14, 136, 465, 328]
mabrouk-name: MABROUK	[1144, 1144, 1374, 1191]
stand-cinema-name: ΣΤΡΑΝΤ	[28, 781, 168, 822]
headline-night-wires: ΝΥΚΤΕΡΙΝΑ ΤΗΛΕΓΡΑΦΗΜΑΤΑ	[1202, 39, 1503, 115]
